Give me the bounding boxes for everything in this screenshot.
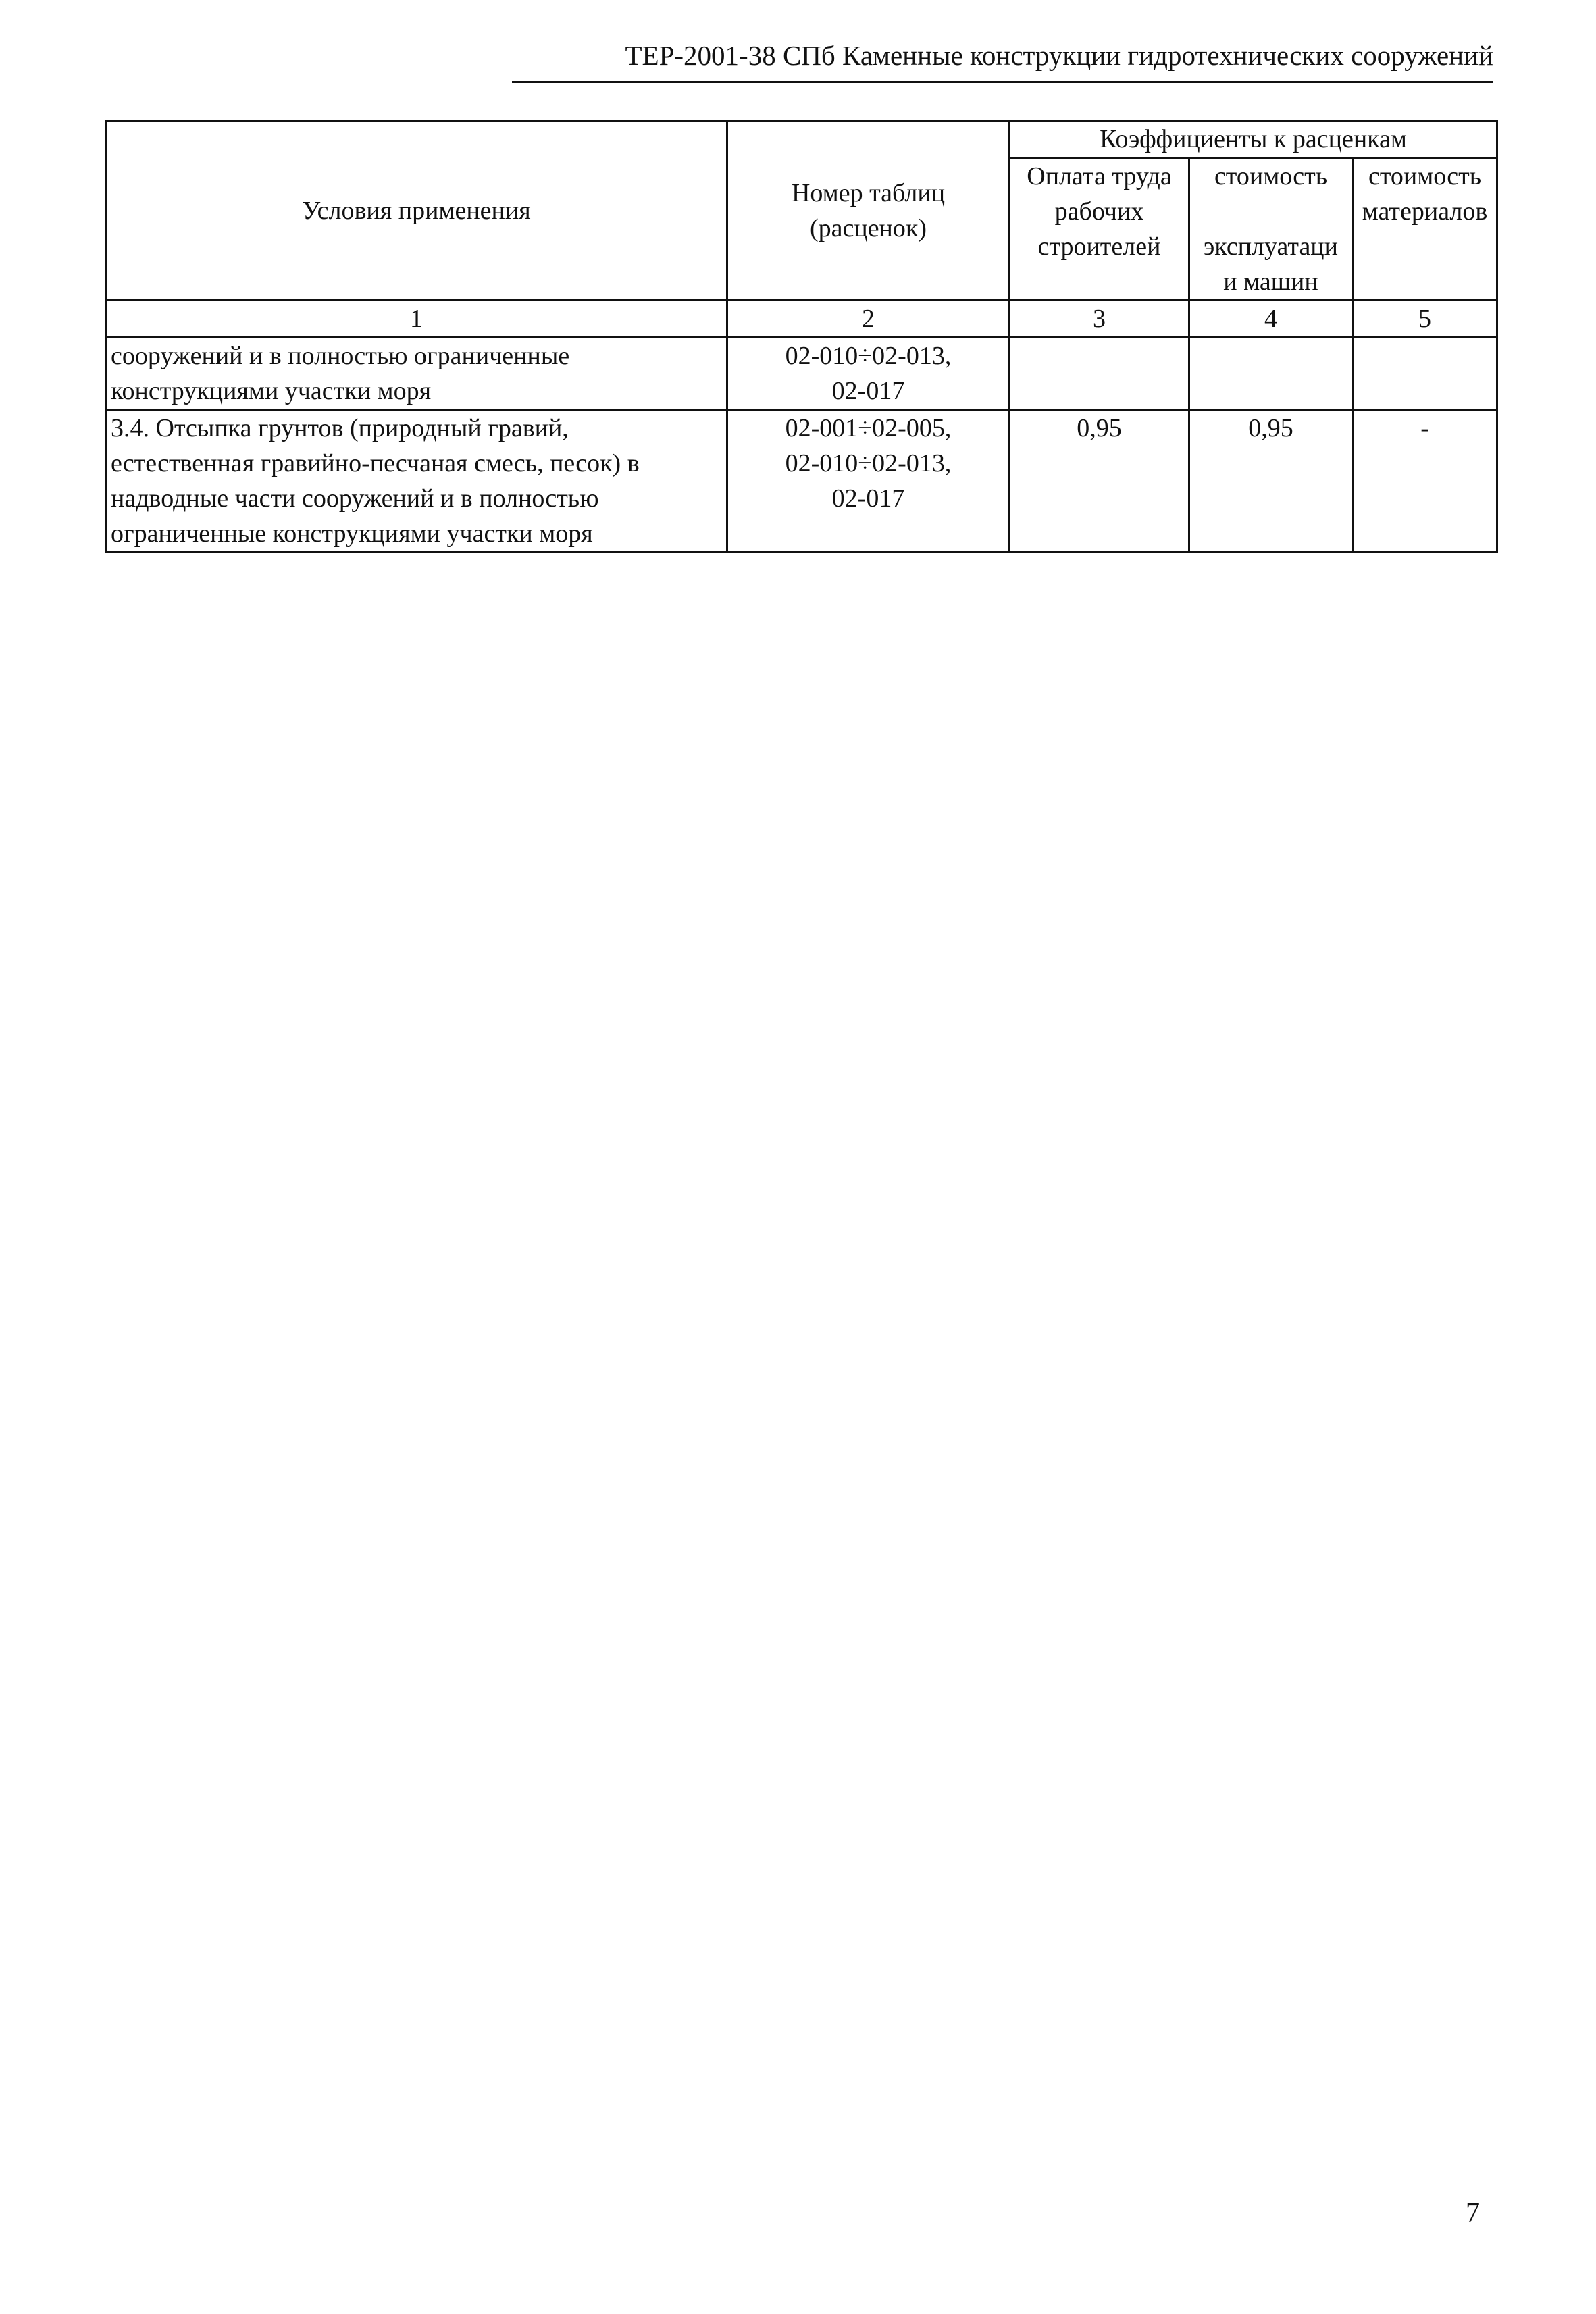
labor-coefficient-cell (1010, 338, 1189, 410)
header-coefficients-group: Коэффициенты к расценкам (1010, 121, 1497, 158)
materials-coefficient-cell: - (1353, 410, 1497, 552)
column-numbers-row (106, 301, 1497, 338)
machines-coefficient-cell: 0,95 (1189, 410, 1353, 552)
column-number: 4 (1189, 301, 1353, 338)
condition-cell: сооружений и в полностью ограниченные конструкциями участки моря (106, 338, 727, 410)
page-number: 7 (1466, 2198, 1480, 2229)
coefficients-table (105, 120, 1498, 553)
header-table-number: Номер таблиц (расценок) (727, 121, 1010, 301)
condition-cell: 3.4. Отсыпка грунтов (природный гравий, естественная гравийно-песчаная смесь, песок) в надводные части сооружений и в полностью ограниченные конструкциями участки моря (106, 410, 727, 552)
column-number: 1 (106, 301, 727, 338)
column-number: 2 (727, 301, 1010, 338)
labor-coefficient-cell: 0,95 (1010, 410, 1189, 552)
header-machines: стоимость эксплуатаци и машин (1189, 158, 1353, 301)
materials-coefficient-cell (1353, 338, 1497, 410)
machines-coefficient-cell (1189, 338, 1353, 410)
document-header-title: ТЕР-2001-38 СПб Каменные конструкции гидротехнических сооружений (625, 40, 1493, 71)
table-row (106, 338, 1497, 410)
table-number-cell: 02-010÷02-013, 02-017 (727, 338, 1010, 410)
column-number: 3 (1010, 301, 1189, 338)
header-labor: Оплата труда рабочих строителей (1010, 158, 1189, 301)
header-materials: стоимость материалов (1353, 158, 1497, 301)
header-condition: Условия применения (106, 121, 727, 301)
header-rule (512, 81, 1493, 83)
column-number: 5 (1353, 301, 1497, 338)
table-row (106, 410, 1497, 552)
table-number-cell: 02-001÷02-005, 02-010÷02-013, 02-017 (727, 410, 1010, 552)
